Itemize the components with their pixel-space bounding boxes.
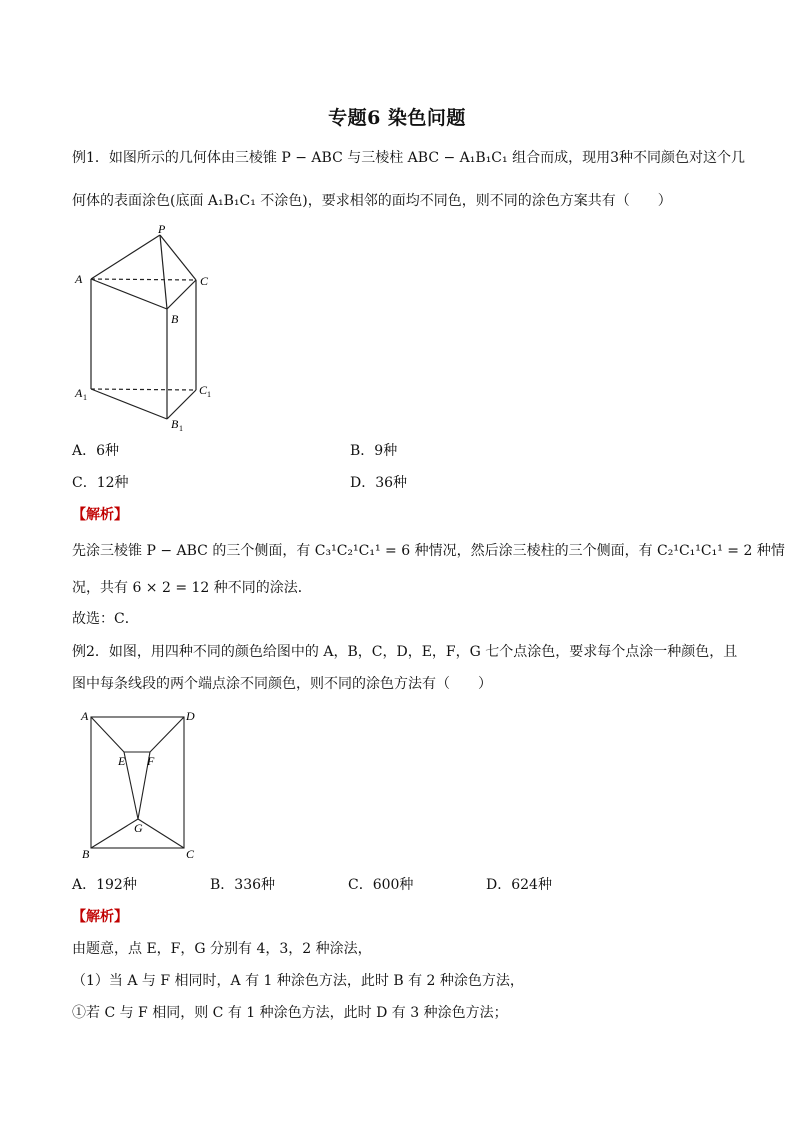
edge-BG	[91, 819, 138, 848]
example1-option-c: C．12种	[72, 475, 129, 491]
edge-BC	[167, 280, 196, 309]
edge-A1B1	[91, 389, 167, 419]
example2-option-b: B．336种	[210, 877, 276, 893]
example1-option-d: D．36种	[350, 475, 408, 491]
label-A1: A	[75, 386, 83, 400]
example1-text-line2: 何体的表面涂色(底面 A₁B₁C₁ 不涂色)，要求相邻的面均不同色，则不同的涂色方案共有（ ）	[72, 193, 672, 209]
edge-AE	[91, 717, 124, 752]
label-A: A	[81, 709, 89, 723]
example1-option-a: A．6种	[72, 443, 120, 459]
edge-AB	[91, 279, 167, 309]
label-A1-sub: 1	[83, 393, 87, 402]
example2-figure	[76, 706, 206, 861]
example1-option-b: B．9种	[350, 443, 398, 459]
example2-solution-line3: ①若 C 与 F 相同，则 C 有 1 种涂色方法，此时 D 有 3 种涂色方法；	[72, 1005, 508, 1021]
example1-analysis-heading: 【解析】	[72, 507, 128, 523]
label-E: E	[118, 754, 126, 768]
label-B: B	[82, 847, 90, 861]
example1-solution-line1: 先涂三棱锥 P − ABC 的三个侧面，有 C₃¹C₂¹C₁¹ = 6 种情况，然后涂三棱柱的三个侧面，有 C₂¹C₁¹C₁¹ = 2 种情	[72, 543, 785, 559]
example2-analysis-heading: 【解析】	[72, 909, 128, 925]
label-B1: B	[171, 417, 179, 431]
label-C1-sub: 1	[207, 390, 211, 399]
edge-AC-hidden	[91, 279, 196, 280]
edge-DF	[150, 717, 184, 752]
edge-A1C1-hidden	[91, 389, 196, 390]
edge-PC	[160, 235, 196, 280]
label-C: C	[186, 847, 195, 861]
edge-CG	[138, 819, 184, 848]
label-A: A	[75, 272, 83, 286]
example2-text-line1: 例2．如图，用四种不同的颜色给图中的 A，B，C，D，E，F，G 七个点涂色，要求每个点涂一种颜色，且	[72, 644, 738, 660]
example2-option-c: C．600种	[348, 877, 414, 893]
edge-PA	[91, 235, 160, 279]
example1-solution-line2: 况，共有 6 × 2 = 12 种不同的涂法．	[72, 580, 312, 596]
example2-solution-line1: 由题意，点 E，F，G 分别有 4，3，2 种涂法，	[72, 941, 372, 957]
example2-option-a: A．192种	[72, 877, 137, 893]
example1-text-line1: 例1．如图所示的几何体由三棱锥 P − ABC 与三棱柱 ABC − A₁B₁C₁ 组合而成，现用3种不同颜色对这个几	[72, 150, 745, 166]
label-G: G	[134, 821, 143, 835]
example2-solution-line2: （1）当 A 与 F 相同时，A 有 1 种涂色方法，此时 B 有 2 种涂色方法，	[72, 973, 524, 989]
label-C1: C	[199, 383, 208, 397]
label-P: P	[158, 222, 166, 236]
page-title: 专题6 染色问题	[328, 107, 466, 129]
example2-text-line2: 图中每条线段的两个端点涂不同颜色，则不同的涂色方法有（ ）	[72, 676, 492, 692]
example2-option-d: D．624种	[486, 877, 552, 893]
edge-EG	[124, 752, 138, 819]
label-F: F	[147, 754, 155, 768]
example1-answer: 故选：C．	[72, 611, 139, 627]
example1-figure	[70, 222, 220, 434]
label-D: D	[186, 709, 195, 723]
edge-B1C1	[167, 390, 196, 419]
label-C: C	[200, 274, 209, 288]
label-B1-sub: 1	[179, 424, 183, 433]
edge-PB	[160, 235, 167, 309]
label-B: B	[171, 312, 179, 326]
